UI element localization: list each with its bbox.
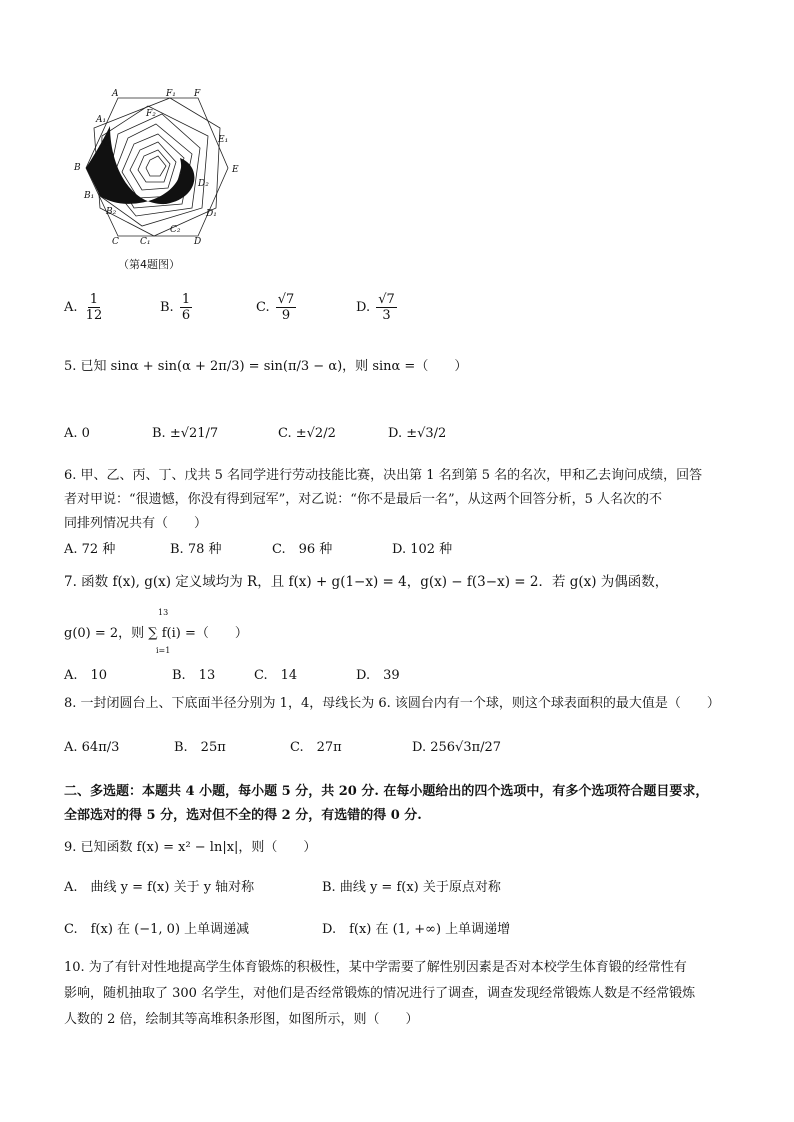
fraction: $\frac{√7}{3}$ (378, 292, 395, 323)
q6-option-b: B. 78 种 (170, 542, 222, 557)
q5-stem: 5. 已知 sinα + sin(α + 2π/3) = sin(π/3 − α)，则 sinα =（ ） (64, 359, 468, 374)
svg-text:B: B (74, 163, 81, 173)
svg-text:E₁: E₁ (218, 135, 229, 145)
q9-stem: 9. 已知函数 f(x) = x² − ln|x|，则（ ） (64, 840, 317, 855)
fraction: $\frac{√7}{9}$ (277, 292, 295, 323)
q9-option-c: C. f(x) 在 (−1, 0) 上单调递减 (64, 922, 250, 937)
section-2-heading-cont: 全部选对的得 5 分，选对但不全的得 2 分，有选错的得 0 分. (64, 808, 422, 823)
q4-option-b: B. $\frac{1}{6}$ (160, 292, 191, 323)
fraction: $\frac{1}{6}$ (181, 292, 191, 323)
q5-option-d: D. ±√3/2 (388, 426, 447, 441)
q8-stem: 8. 一封闭圆台上、下底面半径分别为 1，4，母线长为 6. 该圆台内有一个球，则这个球表面积的最大值是（ ） (64, 696, 720, 711)
svg-text:C₁: C₁ (140, 237, 151, 247)
svg-text:C₂: C₂ (170, 225, 181, 235)
q7-option-c: C. 14 (254, 668, 298, 683)
spiral-hexagon-figure (70, 86, 250, 276)
q4-option-d: D. $\frac{√7}{3}$ (356, 292, 395, 323)
q10-line-3: 人数的 2 倍，绘制其等高堆积条形图，如图所示，则（ ） (64, 1012, 419, 1027)
svg-text:F₁: F₁ (166, 89, 176, 99)
q4-option-a: A. $\frac{1}{12}$ (64, 292, 103, 323)
fraction: $\frac{1}{12}$ (85, 292, 103, 323)
svg-text:D₁: D₁ (206, 209, 217, 219)
q6-option-c: C. 96 种 (272, 542, 333, 557)
q6-option-d: D. 102 种 (392, 542, 453, 557)
q6-line-3: 同排列情况共有（ ） (64, 516, 208, 531)
svg-text:A₁: A₁ (96, 115, 107, 125)
q9-option-d: D. f(x) 在 (1, +∞) 上单调递增 (322, 922, 511, 937)
svg-text:A: A (112, 89, 119, 99)
q8-option-d: D. 256√3π/27 (412, 740, 502, 755)
q7-option-a: A. 10 (64, 668, 108, 683)
q7-option-b: B. 13 (172, 668, 216, 683)
section-2-heading: 二、多选题：本题共 4 小题，每小题 5 分，共 20 分. 在每小题给出的四个选项中，有多个选项符合题目要求， (64, 784, 709, 799)
q7-line-2: g(0) = 2，则 ∑ f(i) =（ ） (64, 626, 248, 641)
svg-text:F₂: F₂ (146, 109, 156, 119)
q7-option-d: D. 39 (356, 668, 400, 683)
svg-text:F: F (194, 89, 201, 99)
svg-text:C: C (112, 237, 119, 247)
q7-sum-lower: i=1 (156, 646, 171, 655)
q9-option-b: B. 曲线 y = f(x) 关于原点对称 (322, 880, 501, 895)
q7-sum-upper: 13 (158, 608, 169, 617)
svg-text:E: E (232, 165, 239, 175)
svg-text:A₂: A₂ (100, 139, 111, 149)
q5-option-c: C. ±√2/2 (278, 426, 336, 441)
q5-option-b: B. ±√21/7 (152, 426, 219, 441)
figure-caption: （第4题图） (118, 258, 180, 271)
q10-line-2: 影响，随机抽取了 300 名学生，对他们是否经常锻炼的情况进行了调查，调查发现经常锻炼人数是不经常锻炼 (64, 986, 696, 1001)
q6-line-1: 6. 甲、乙、丙、丁、戊共 5 名同学进行劳动技能比赛，决出第 1 名到第 5 名的名次，甲和乙去询问成绩，回答 (64, 468, 703, 483)
q4-option-c: C. $\frac{√7}{9}$ (256, 292, 295, 323)
svg-text:B₂: B₂ (106, 207, 117, 217)
svg-text:B₁: B₁ (84, 191, 95, 201)
q6-option-a: A. 72 种 (64, 542, 116, 557)
q9-option-a: A. 曲线 y = f(x) 关于 y 轴对称 (64, 880, 255, 895)
q10-line-1: 10. 为了有针对性地提高学生体育锻炼的积极性，某中学需要了解性别因素是否对本校学生体育锻的经常性有 (64, 960, 687, 975)
q5-option-a: A. 0 (64, 426, 90, 441)
svg-text:D₂: D₂ (198, 179, 209, 189)
q8-option-c: C. 27π (290, 740, 342, 755)
q8-option-a: A. 64π/3 (64, 740, 120, 755)
svg-text:D: D (194, 237, 202, 247)
q8-option-b: B. 25π (174, 740, 226, 755)
q6-line-2: 者对甲说：“很遗憾，你没有得到冠军”，对乙说：“你不是最后一名”，从这两个回答分析，5 人名次的不 (64, 492, 662, 507)
q7-line-1: 7. 函数 f(x), g(x) 定义域均为 R，且 f(x) + g(1−x) = 4，g(x) − f(3−x) = 2．若 g(x) 为偶函数， (64, 574, 669, 590)
